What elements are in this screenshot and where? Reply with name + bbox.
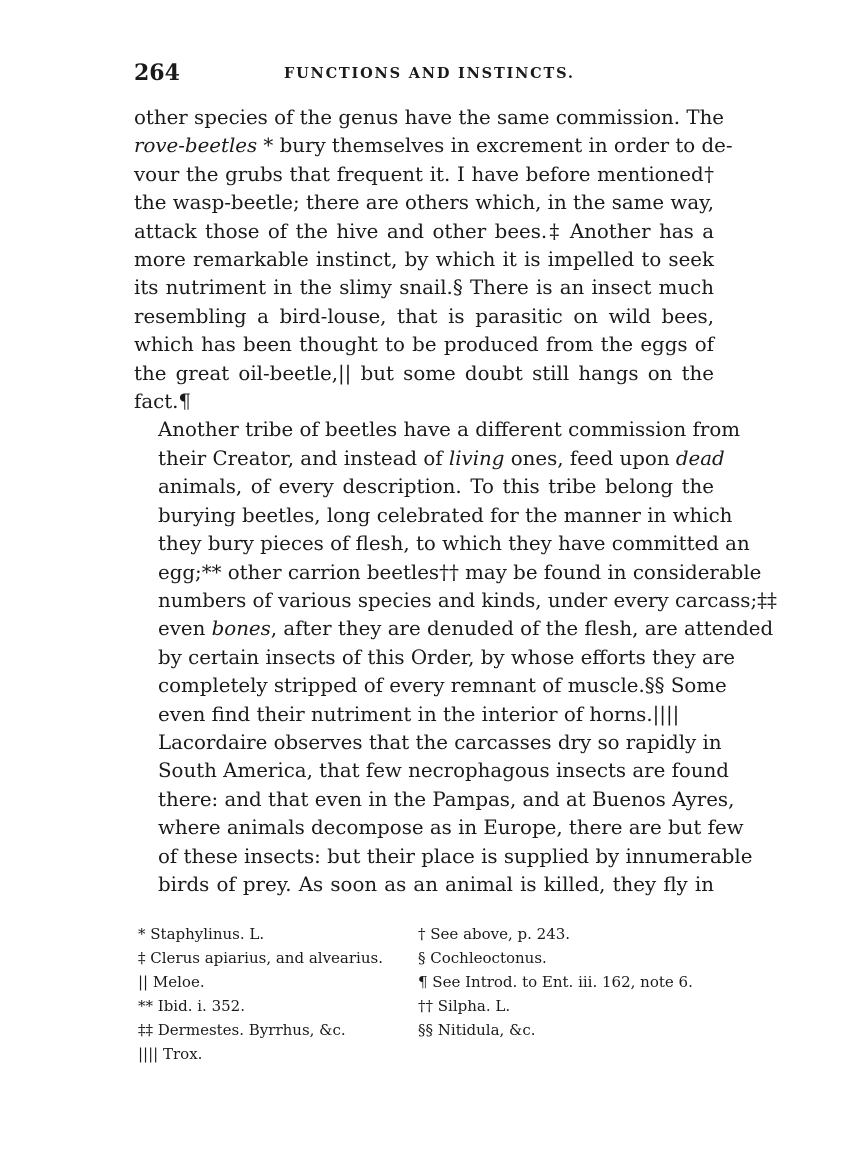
text-line: even bones, after they are denuded of the flesh, are attended bbox=[158, 617, 774, 641]
text-line: where animals decompose as in Europe, there are but few bbox=[158, 816, 744, 840]
text-line: animals, of every description. To this tribe belong the bbox=[158, 475, 714, 499]
text-line: egg;** other carrion beetles†† may be found in considerable bbox=[158, 560, 762, 584]
footnote: ** Ibid. i. 352. bbox=[138, 997, 245, 1015]
footnote: |||| Trox. bbox=[138, 1045, 203, 1063]
footnote: || Meloe. bbox=[138, 973, 205, 991]
text-line: more remarkable instinct, by which it is impelled to seek bbox=[134, 248, 714, 272]
footnote: * Staphylinus. L. bbox=[138, 925, 265, 943]
footnote: † See above, p. 243. bbox=[418, 925, 571, 943]
text-line: vour the grubs that frequent it. I have before mentioned† bbox=[134, 162, 714, 186]
text-line: Another tribe of beetles have a different commission from bbox=[158, 418, 740, 442]
text-line: the great oil-beetle,|| but some doubt still hangs on the bbox=[134, 361, 714, 385]
text-line: by certain insects of this Order, by whose efforts they are bbox=[158, 645, 735, 669]
text-line: other species of the genus have the same commission. The bbox=[134, 106, 725, 129]
text-line: burying beetles, long celebrated for the manner in which bbox=[158, 503, 733, 527]
text-line: of these insects: but their place is supplied by innumerable bbox=[158, 844, 753, 868]
footnote: ‡ Clerus apiarius, and alvearius. bbox=[138, 949, 383, 967]
page-header bbox=[134, 60, 714, 90]
text-line: numbers of various species and kinds, under every carcass;‡‡ bbox=[158, 588, 777, 612]
footnote: ¶ See Introd. to Ent. iii. 162, note 6. bbox=[418, 973, 693, 991]
text-line: which has been thought to be produced from the eggs of bbox=[134, 333, 714, 357]
footnote: § Cochleoctonus. bbox=[418, 949, 547, 967]
footnote: ‡‡ Dermestes. Byrrhus, &c. bbox=[138, 1021, 346, 1039]
footnotes-right-column bbox=[418, 922, 728, 1042]
text-line: attack those of the hive and other bees.‡ Another has a bbox=[134, 219, 714, 243]
footnote: §§ Nitidula, &c. bbox=[418, 1021, 536, 1039]
paragraph-2 bbox=[134, 416, 777, 728]
paragraph-3 bbox=[134, 729, 753, 899]
footnotes-left-column bbox=[138, 922, 408, 1066]
page-number: 264 bbox=[134, 60, 180, 86]
text-line: resembling a bird-louse, that is parasitic on wild bees, bbox=[134, 304, 714, 328]
text-line: birds of prey. As soon as an animal is killed, they fly in bbox=[158, 872, 714, 896]
paragraph-1 bbox=[134, 104, 733, 416]
text-line: completely stripped of every remnant of muscle.§§ Some bbox=[158, 674, 727, 698]
text-line: rove-beetles * bury themselves in excrement in order to de- bbox=[134, 134, 733, 158]
text-line: its nutriment in the slimy snail.§ There is an insect much bbox=[134, 276, 714, 300]
text-line: Lacordaire observes that the carcasses dry so rapidly in bbox=[158, 730, 722, 754]
footnotes bbox=[134, 922, 724, 1072]
text-line: there: and that even in the Pampas, and at Buenos Ayres, bbox=[158, 787, 735, 811]
body-text bbox=[134, 104, 777, 899]
text-line: South America, that few necrophagous insects are found bbox=[158, 759, 729, 783]
text-line: their Creator, and instead of living ones, feed upon dead bbox=[158, 446, 725, 470]
text-line: fact.¶ bbox=[134, 390, 192, 414]
text-line: they bury pieces of flesh, to which they have committed an bbox=[158, 532, 750, 556]
footnote: †† Silpha. L. bbox=[418, 997, 511, 1015]
running-head: FUNCTIONS AND INSTINCTS. bbox=[284, 65, 575, 82]
text-line: even find their nutriment in the interior of horns.|||| bbox=[158, 702, 680, 726]
text-line: the wasp-beetle; there are others which, in the same way, bbox=[134, 191, 714, 215]
